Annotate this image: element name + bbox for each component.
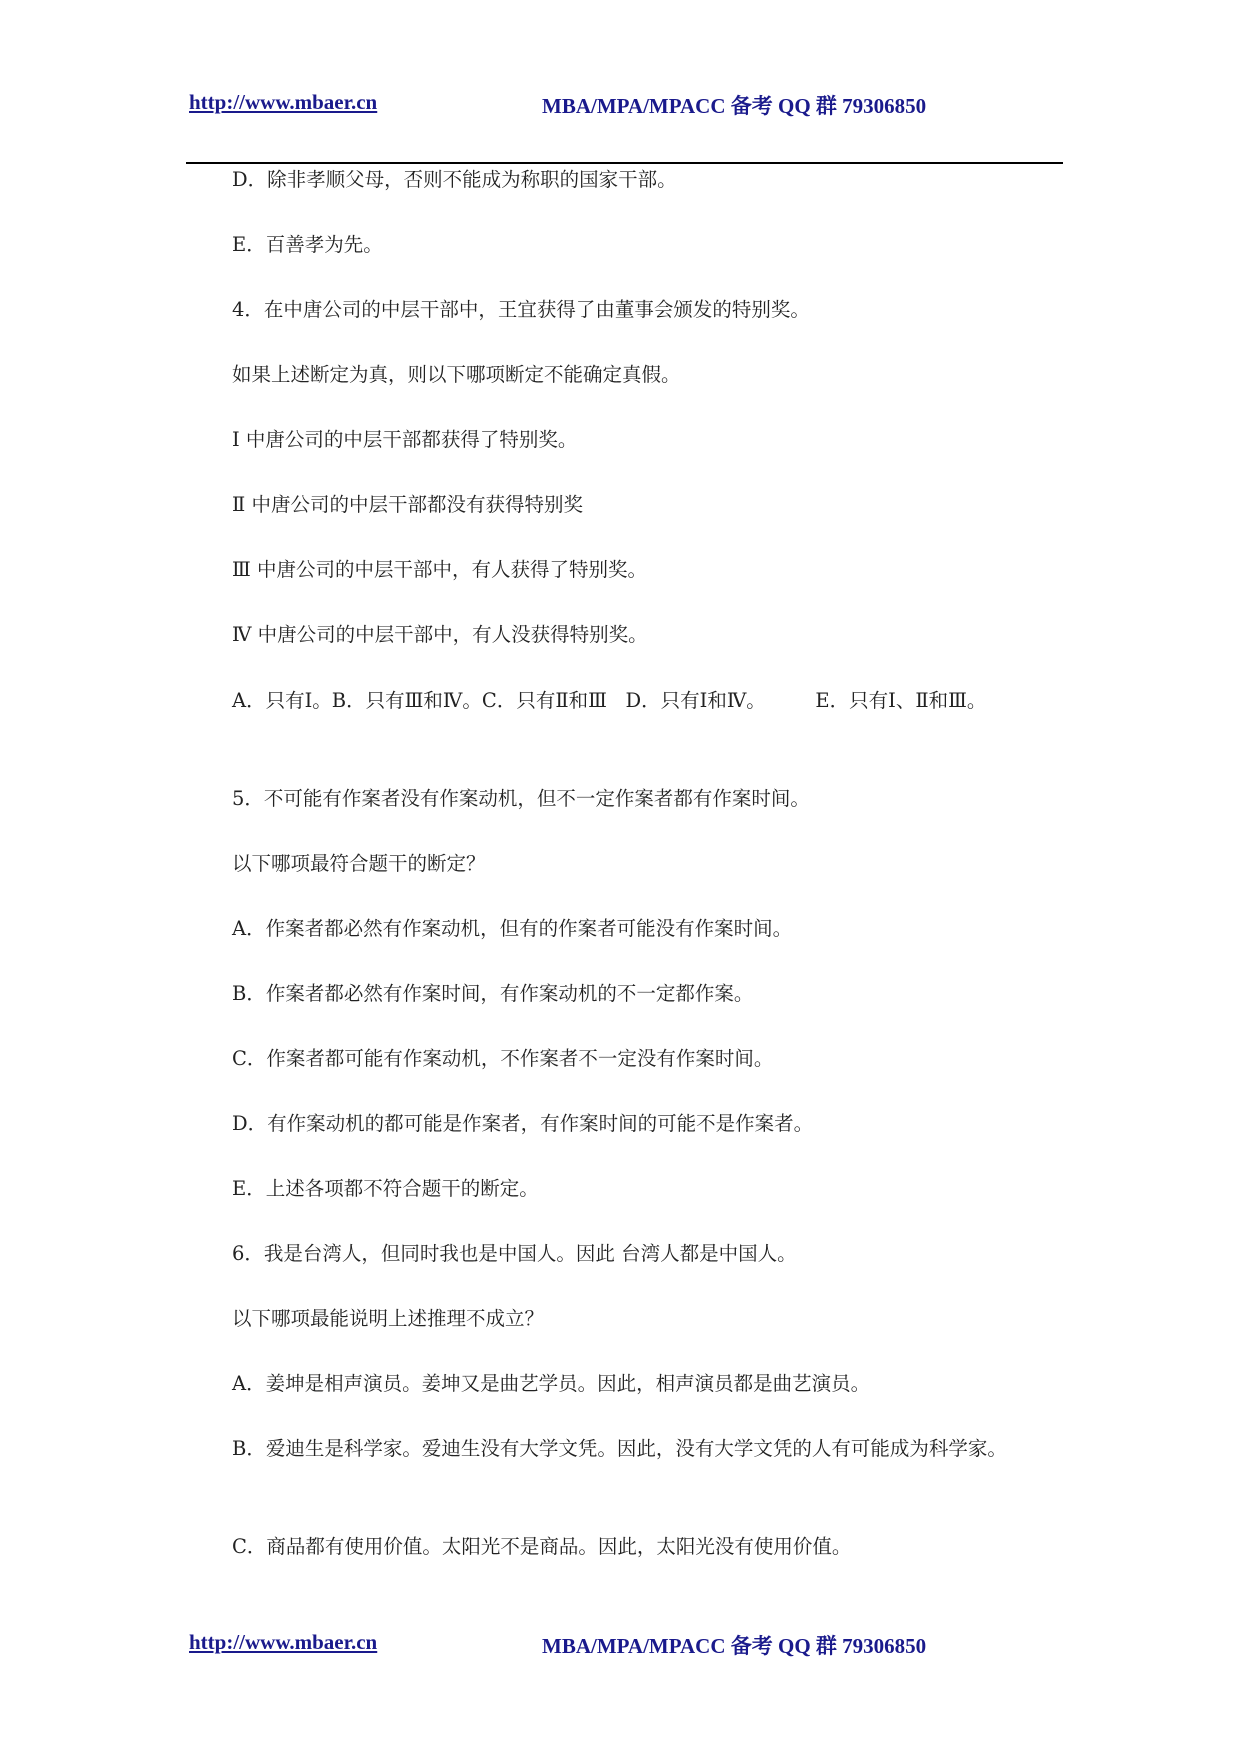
paragraph-statement-4: Ⅳ 中唐公司的中层干部中，有人没获得特别奖。: [232, 623, 648, 646]
paragraph-question-6: 6．我是台湾人，但同时我也是中国人。因此 台湾人都是中国人。: [232, 1242, 797, 1265]
paragraph-options-4: A．只有Ⅰ。B．只有Ⅲ和Ⅳ。C．只有Ⅱ和Ⅲ D．只有Ⅰ和Ⅳ。 E．只有Ⅰ、Ⅱ和Ⅲ。: [232, 689, 987, 712]
paragraph-prompt-6: 以下哪项最能说明上述推理不成立？: [232, 1307, 545, 1330]
footer-link[interactable]: http://www.mbaer.cn: [189, 1630, 378, 1654]
paragraph-option-5b: B．作案者都必然有作案时间，有作案动机的不一定都作案。: [232, 982, 754, 1005]
footer-url[interactable]: [189, 1630, 377, 1655]
paragraph-question-5: 5．不可能有作案者没有作案动机，但不一定作案者都有作案时间。: [232, 787, 810, 810]
footer-title: MBA/MPA/MPACC 备考 QQ 群 79306850: [542, 1634, 927, 1658]
paragraph-prompt-5: 以下哪项最符合题干的断定？: [232, 852, 486, 875]
paragraph-option-5a: A．作案者都必然有作案动机，但有的作案者可能没有作案时间。: [232, 917, 793, 940]
paragraph-option-6a: A．姜坤是相声演员。姜坤又是曲艺学员。因此，相声演员都是曲艺演员。: [232, 1372, 871, 1395]
paragraph-option-6c: C．商品都有使用价值。太阳光不是商品。因此，太阳光没有使用价值。: [232, 1535, 852, 1558]
paragraph-option-6b: B．爱迪生是科学家。爱迪生没有大学文凭。因此，没有大学文凭的人有可能成为科学家。: [232, 1437, 1007, 1460]
paragraph-prompt-4: 如果上述断定为真，则以下哪项断定不能确定真假。: [232, 363, 681, 386]
header-link[interactable]: http://www.mbaer.cn: [189, 90, 378, 114]
paragraph-statement-2: Ⅱ 中唐公司的中层干部都没有获得特别奖: [232, 493, 583, 516]
paragraph-option-5d: D．有作案动机的都可能是作案者，有作案时间的可能不是作案者。: [232, 1112, 814, 1135]
paragraph-option-d: D．除非孝顺父母，否则不能成为称职的国家干部。: [232, 168, 677, 191]
paragraph-statement-1: Ⅰ 中唐公司的中层干部都获得了特别奖。: [232, 428, 578, 451]
paragraph-option-e: E．百善孝为先。: [232, 233, 383, 256]
paragraph-option-5c: C．作案者都可能有作案动机，不作案者不一定没有作案时间。: [232, 1047, 774, 1070]
header-title: MBA/MPA/MPACC 备考 QQ 群 79306850: [542, 94, 927, 118]
paragraph-question-4: 4．在中唐公司的中层干部中，王宜获得了由董事会颁发的特别奖。: [232, 298, 810, 321]
paragraph-statement-3: Ⅲ 中唐公司的中层干部中，有人获得了特别奖。: [232, 558, 648, 581]
paragraph-option-5e: E．上述各项都不符合题干的断定。: [232, 1177, 539, 1200]
header-url[interactable]: [189, 90, 377, 115]
